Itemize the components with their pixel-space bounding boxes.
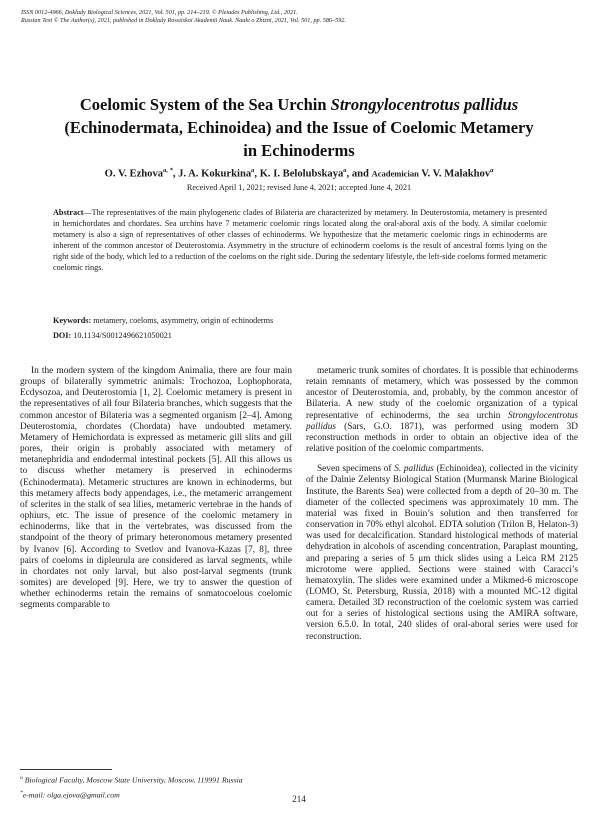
abstract-label: Abstract bbox=[53, 208, 84, 217]
footnote-marker: * bbox=[20, 789, 23, 796]
received-dates: Received April 1, 2021; revised June 4, 2021; accepted June 4, 2021 bbox=[186, 183, 412, 192]
author-4-prefix: , and bbox=[346, 168, 372, 180]
author-1-affil: a, * bbox=[163, 167, 173, 174]
text-run: Seven specimens of bbox=[317, 464, 395, 475]
author-3-affil: a bbox=[343, 167, 347, 174]
author-2: , J. A. Kokurkina bbox=[172, 168, 252, 180]
title-part-2: (Echinodermata, Echinoidea) and the Issue of Coelomic Metamery bbox=[64, 118, 534, 137]
journal-header bbox=[21, 9, 581, 25]
title-part-1: Coelomic System of the Sea Urchin bbox=[79, 95, 331, 114]
methods-paragraph bbox=[306, 464, 578, 643]
intro-continued-paragraph bbox=[306, 366, 578, 455]
footnote-affiliation bbox=[20, 773, 292, 786]
author-4: V. V. Malakhov bbox=[418, 168, 491, 180]
abstract bbox=[53, 208, 547, 273]
text-run: (Sars, G.O. 1871), was performed using modern 3D reconstruction methods in order to obtain an objective idea of the relative position of the coelomic compartments. bbox=[306, 421, 578, 455]
doi-label: DOI: bbox=[53, 331, 72, 340]
title-part-3: in Echinoderms bbox=[243, 141, 355, 160]
header-line-2: Russian Text © The Author(s), 2021, published in Doklady Rossiiskoi Akademii Nauk. Nauki o Zhizni, 2021, Vol. 501, pp. 586–592. bbox=[21, 17, 346, 24]
abstract-text: —The representatives of the main phylogenetic clades of Bilateria are characterized by metamery. In Deuterostomia, metamery is presented in hemichordates and chordates. Sea urchins have 7 metameric coelomic rings located along the oral-aboral axis of the body. A similar coelomic metamery is also a sign of representatives of other classes of echinoderms. We hypothesize that the metameric coelomic rings in echinoderms are inherent of the common ancestor of Deuterostomia. Asymmetry in the structure of echinoderm coeloms is the result of ancestral forms lying on the right side of the body, which led to a reduction of the coeloms on the right side. During the sedentary lifestyle, the left-side coeloms formed metameric coelomic rings. bbox=[53, 208, 547, 272]
keywords-label: Keywords: bbox=[53, 316, 92, 325]
doi-text: 10.1134/S0012496621050021 bbox=[71, 331, 172, 340]
species-name: Strongylocentrotus pallidus bbox=[306, 410, 578, 432]
footnote-text: Biological Faculty, Moscow State University, Moscow, 119991 Russia bbox=[22, 775, 243, 785]
article-title bbox=[40, 93, 558, 162]
keywords-text: metamery, coeloms, asymmetry, origin of echinoderms bbox=[91, 316, 274, 325]
text-run: metameric trunk somites of chordates. It is possible that echinoderms retain remnants of metamery, which was possessed by the common ancestor of Deuterostomia, and, probably, by the common ancestor of Bilateria. A new study of the coelomic organization of a typical representative of echinoderms, the sea urchin bbox=[306, 366, 578, 421]
author-4-affil: a bbox=[490, 167, 494, 174]
author-list bbox=[40, 164, 558, 182]
page-number: 214 bbox=[292, 794, 306, 804]
text-run: (Echinoidea), collected in the vicinity of the Dalnie Zelentsy Biological Station (Murmansk Marine Biological Institute, the Barents Sea) were collected from a depth of 20–30 m. The diameter of the collected specimens was approximately 10 mm. The material was fixed in Bouin’s solution and then transferred for conservation in 70% ethyl alcohol. EDTA solution (Trilon B, Helaton-3) was used for decalcification. Standard histological methods of material dehydration in alcohols of ascending concentration, Paraplast mounting, and preparing a series of 5 μm thick slides using a Leica RM 2125 microtome were applied. Sections were stained with Caracci’s hematoxylin. The slides were examined under a Mikmed-6 microscope (LOMO, St. Petersburg, Russia, 2018) with a mounted MC-12 digital camera. Detailed 3D reconstruction of the coelomic system was carried out for a series of histological sections using the AMIRA software, version 6.5.0. In total, 240 slides of oral-aboral series were used for reconstruction. bbox=[306, 464, 578, 642]
footnote-text: e-mail: olga.ejova@gmail.com bbox=[22, 790, 120, 800]
footnote-marker: a bbox=[20, 775, 23, 781]
author-2-affil: a bbox=[251, 167, 255, 174]
header-line-1: ISSN 0012-4966, Doklady Biological Sciences, 2021, Vol. 501, pp. 214–219. © Pleiades Publishing, Ltd., 2021. bbox=[21, 9, 298, 16]
body-column-left bbox=[20, 366, 292, 611]
keywords bbox=[53, 315, 547, 326]
intro-paragraph: In the modern system of the kingdom Animalia, there are four main groups of bilaterally symmetric animals: Trochozoa, Lophophorata, Ecdysozoa, and Deuterostomia [1, 2]. Coelomic metamery is present in the representatives of all four Bilateria branches, which suggests that the common ancestor of Bilateria was a segmented organism [2–4]. Among Deuterostomia, chordates (Chordata) have undoubted metamery. Metamery of Hemichordata is expressed as metameric gill slits and gill pores, their origin is probably associated with metamery of metanephridia and endodermal intestinal pockets [5]. All this allows us to discuss whether metamery is preserved in echinoderms (Echinodermata). Metameric structures are known in echinoderms, but this metamery affects body appendages, i.e., the metameric arrangement of sclerites in the stalk of sea lilies, metameric vertebrae in the hands of ophiurs, etc. The issue of presence of the coelomic metamery in echinoderms, like that in the vertebrates, was discussed from the standpoint of the theory of primary heteronomous metamery presented by Ivanov [6]. According to Svetlov and Ivanova-Kazas [7, 8], three pairs of coeloms in dipleurula are considered as larval segments, while in chordates not only larval, but also post-larval segments (trunk somites) are developed [9]. Here, we try to answer the question of whether echinoderms retain the remains of somatocoelous coelomic segments comparable to bbox=[20, 366, 292, 611]
doi bbox=[53, 330, 547, 341]
author-1: O. V. Ezhova bbox=[104, 168, 164, 180]
author-4-rank: Academician bbox=[371, 168, 419, 179]
species-name: S. pallidus bbox=[394, 464, 434, 475]
author-3: , K. I. Belolubskaya bbox=[254, 168, 344, 180]
title-species: Strongylocentrotus pallidus bbox=[330, 95, 519, 114]
footnote-rule bbox=[20, 769, 112, 770]
body-column-right bbox=[306, 366, 578, 643]
